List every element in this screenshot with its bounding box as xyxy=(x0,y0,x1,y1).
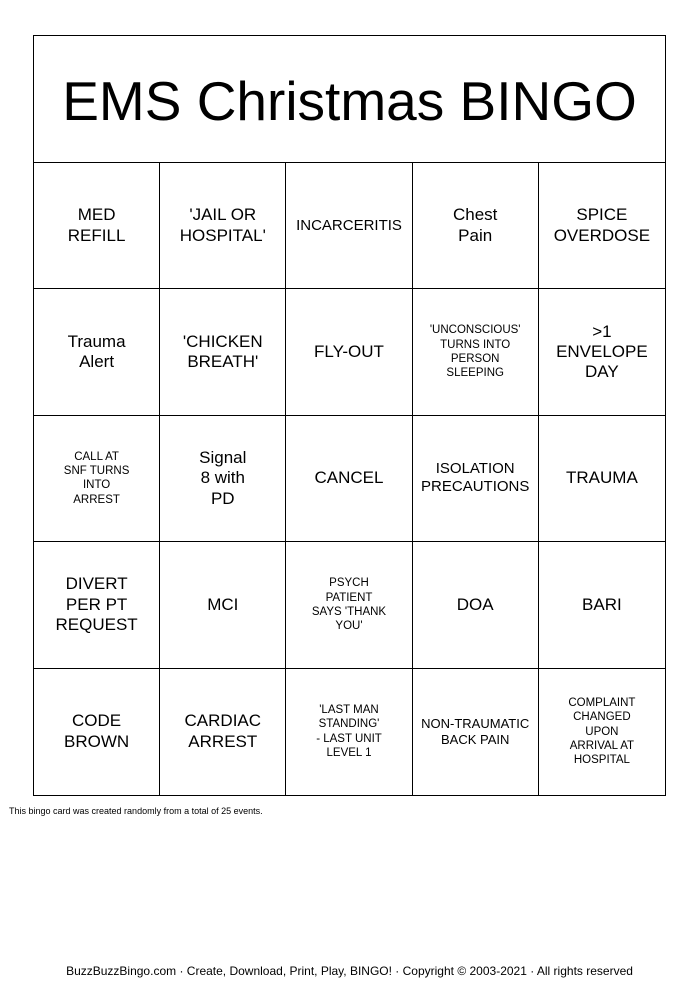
card-title: EMS Christmas BINGO xyxy=(62,69,637,132)
bingo-cell[interactable]: PSYCH PATIENT SAYS 'THANK YOU' xyxy=(286,542,412,668)
bingo-cell[interactable]: CARDIAC ARREST xyxy=(160,669,286,795)
bingo-cell[interactable]: INCARCERITIS xyxy=(286,163,412,289)
bingo-cell[interactable]: DIVERT PER PT REQUEST xyxy=(34,542,160,668)
bingo-cell[interactable]: FLY-OUT xyxy=(286,289,412,415)
bingo-cell[interactable]: 'JAIL OR HOSPITAL' xyxy=(160,163,286,289)
bingo-cell[interactable]: Chest Pain xyxy=(413,163,539,289)
bingo-cell[interactable]: 'LAST MAN STANDING' - LAST UNIT LEVEL 1 xyxy=(286,669,412,795)
bingo-cell[interactable]: NON-TRAUMATIC BACK PAIN xyxy=(413,669,539,795)
bingo-cell[interactable]: COMPLAINT CHANGED UPON ARRIVAL AT HOSPITAL xyxy=(568,696,636,767)
card-note: This bingo card was created randomly from a total of 25 events. xyxy=(9,806,263,816)
bingo-cell[interactable]: 'UNCONSCIOUS' TURNS INTO PERSON SLEEPING xyxy=(413,289,539,415)
bingo-cell[interactable]: Signal 8 with PD xyxy=(160,416,286,542)
bingo-cell[interactable]: MED REFILL xyxy=(34,163,160,289)
bingo-cell[interactable]: DOA xyxy=(413,542,539,668)
bingo-cell[interactable]: MCI xyxy=(160,542,286,668)
bingo-cell[interactable]: >1 ENVELOPE DAY xyxy=(539,289,665,415)
bingo-card xyxy=(33,35,666,796)
bingo-cell[interactable]: BARI xyxy=(539,542,665,668)
footer: BuzzBuzzBingo.com · Create, Download, Print, Play, BINGO! · Copyright © 2003-2021 · All rights reserved xyxy=(66,964,633,978)
bingo-cell[interactable]: TRAUMA xyxy=(539,416,665,542)
bingo-cell[interactable]: 'CHICKEN BREATH' xyxy=(160,289,286,415)
bingo-cell[interactable]: SPICE OVERDOSE xyxy=(539,163,665,289)
bingo-grid xyxy=(34,163,665,795)
bingo-cell[interactable]: CALL AT SNF TURNS INTO ARREST xyxy=(34,416,160,542)
bingo-cell[interactable]: CANCEL xyxy=(286,416,412,542)
bingo-cell[interactable]: CODE BROWN xyxy=(34,669,160,795)
bingo-cell[interactable]: ISOLATION PRECAUTIONS xyxy=(413,416,539,542)
bingo-cell[interactable]: Trauma Alert xyxy=(34,289,160,415)
title-box xyxy=(34,36,665,163)
